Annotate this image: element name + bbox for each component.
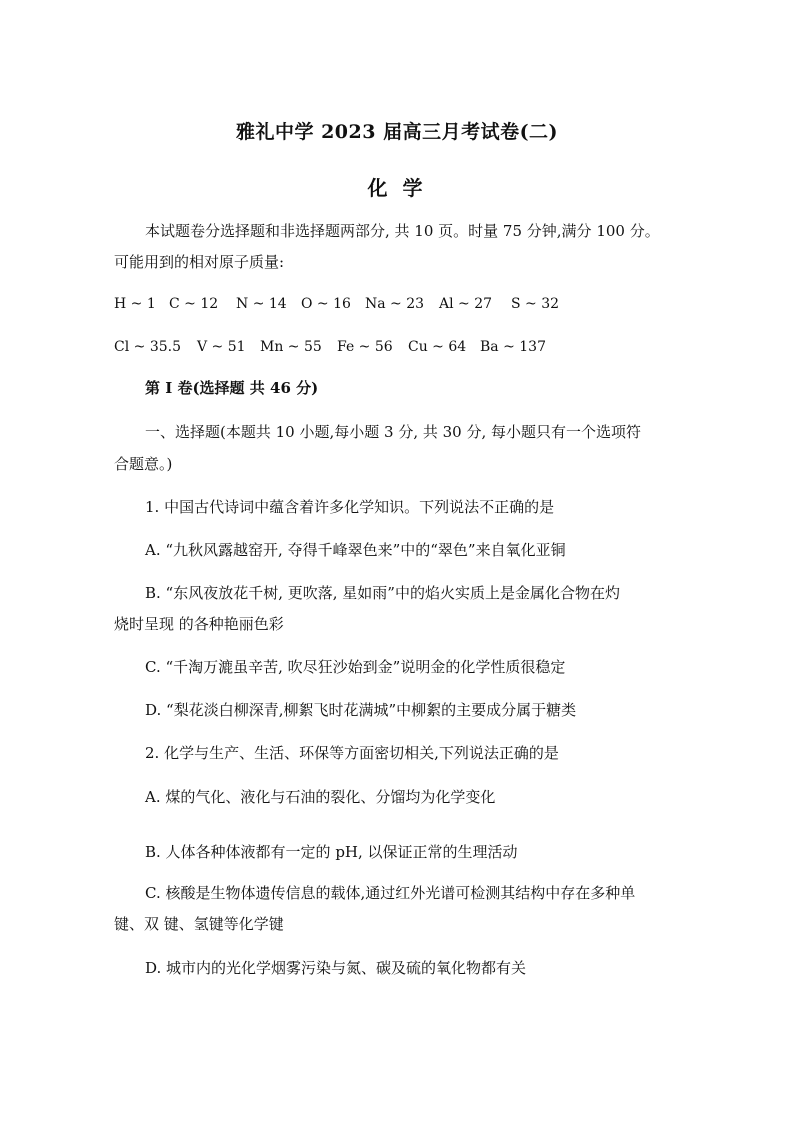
subject-title: 化 学 bbox=[367, 176, 427, 200]
atomic-mass-item: Na ~ 23 bbox=[365, 296, 425, 312]
question-2-option-b: B. 人体各种体液都有一定的 pH, 以保证正常的生理活动 bbox=[145, 843, 518, 861]
question-2-option-d: D. 城市内的光化学烟雾污染与氮、碳及硫的氧化物都有关 bbox=[145, 959, 527, 977]
atomic-mass-item: O ~ 16 bbox=[301, 296, 351, 312]
question-1-option-a: A. “九秋风露越窑开, 夺得千峰翠色来”中的“翠色”来自氧化亚铜 bbox=[145, 541, 566, 559]
intro-line-2: 可能用到的相对原子质量: bbox=[114, 253, 285, 271]
section-instructions-line-1: 一、选择题(本题共 10 小题,每小题 3 分, 共 30 分, 每小题只有一个选项符 bbox=[145, 423, 642, 441]
intro-line-1: 本试题卷分选择题和非选择题两部分, 共 10 页。时量 75 分钟,满分 100 分。 bbox=[145, 222, 660, 240]
section-heading: 第 I 卷(选择题 共 46 分) bbox=[145, 379, 319, 397]
question-1-option-b: B. “东风夜放花千树, 更吹落, 星如雨”中的焰火实质上是金属化合物在灼 bbox=[145, 584, 620, 602]
atomic-mass-item: Fe ~ 56 bbox=[337, 339, 393, 355]
question-2-stem: 2. 化学与生产、生活、环保等方面密切相关,下列说法正确的是 bbox=[145, 744, 559, 762]
atomic-mass-item: C ~ 12 bbox=[169, 296, 219, 312]
section-instructions-line-2: 合题意。) bbox=[114, 455, 173, 473]
question-2-option-a: A. 煤的气化、液化与石油的裂化、分馏均为化学变化 bbox=[145, 788, 496, 806]
atomic-mass-item: Al ~ 27 bbox=[439, 296, 493, 312]
exam-title: 雅礼中学 2023 届高三月考试卷(二) bbox=[235, 121, 559, 143]
question-2-option-c-cont: 键、双 键、氢键等化学键 bbox=[114, 915, 284, 933]
atomic-mass-item: H ~ 1 bbox=[114, 296, 156, 312]
question-1-option-c: C. “千淘万漉虽辛苦, 吹尽狂沙始到金”说明金的化学性质很稳定 bbox=[145, 658, 566, 676]
atomic-mass-item: Ba ~ 137 bbox=[480, 339, 546, 355]
question-1-option-b-cont: 烧时呈现 的各种艳丽色彩 bbox=[114, 615, 284, 633]
atomic-mass-item: Mn ~ 55 bbox=[260, 339, 322, 355]
atomic-mass-item: V ~ 51 bbox=[197, 339, 246, 355]
question-1-stem: 1. 中国古代诗词中蕴含着许多化学知识。下列说法不正确的是 bbox=[145, 498, 555, 516]
atomic-mass-item: Cu ~ 64 bbox=[408, 339, 467, 355]
question-1-option-d: D. “梨花淡白柳深青,柳絮飞时花满城”中柳絮的主要成分属于糖类 bbox=[145, 701, 577, 719]
question-2-option-c: C. 核酸是生物体遗传信息的载体,通过红外光谱可检测其结构中存在多种单 bbox=[145, 884, 636, 902]
atomic-mass-item: S ~ 32 bbox=[511, 296, 560, 312]
atomic-mass-item: N ~ 14 bbox=[236, 296, 287, 312]
atomic-mass-item: Cl ~ 35.5 bbox=[114, 339, 181, 355]
